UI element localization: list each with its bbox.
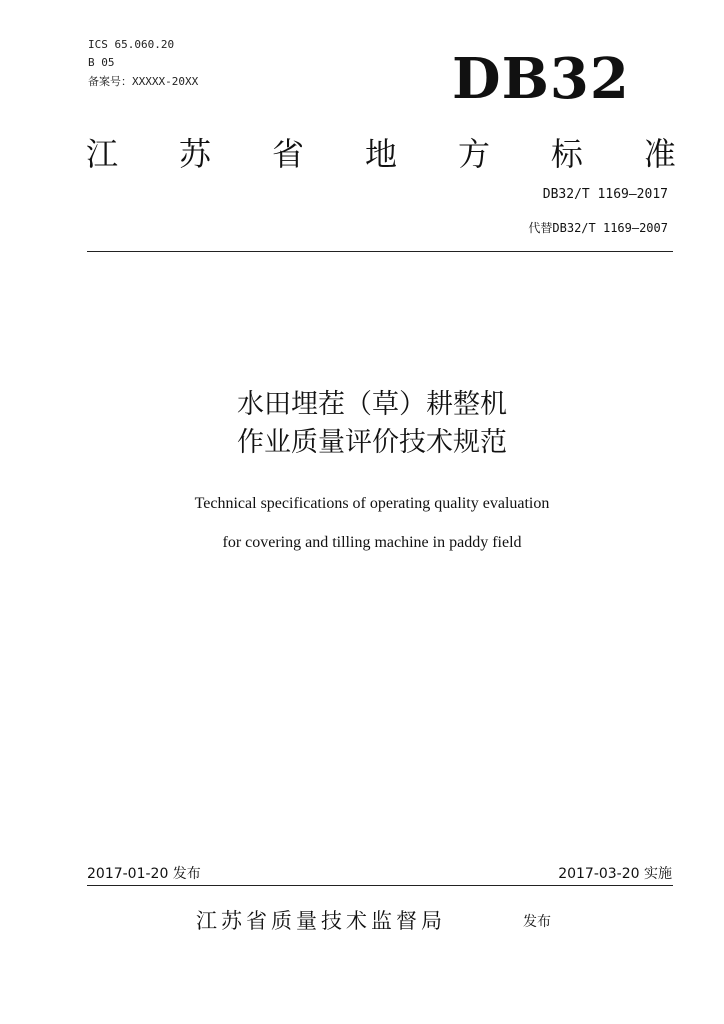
standard-type-char: 江 (86, 135, 119, 173)
standard-type-heading (86, 134, 676, 174)
standard-type-char: 准 (643, 135, 676, 173)
implementation-date: 2017-03-20 实施 (558, 866, 672, 882)
filing-number: 备案号：XXXXX-20XX (88, 75, 199, 88)
standard-type-char: 方 (457, 135, 490, 173)
issuing-authority: 江苏省质量技术监督局 (196, 909, 446, 933)
title-en-line2: for covering and tilling machine in paddy field (222, 534, 522, 551)
issuer-action: 发布 (523, 914, 551, 930)
standard-number: DB32/T 1169—2017 (542, 187, 668, 202)
standard-type-char: 苏 (178, 135, 211, 173)
title-cn-line1: 水田埋茬（草）耕整机 (237, 389, 507, 420)
issue-date: 2017-01-20 发布 (87, 866, 201, 882)
ics-code: ICS 65.060.20 (88, 38, 175, 51)
footer-divider (87, 885, 673, 886)
replaces-standard: 代替DB32/T 1169—2007 (528, 221, 668, 235)
db-code-logo: DB32 (452, 46, 630, 112)
header-divider (87, 251, 673, 252)
standard-type-char: 标 (550, 135, 583, 173)
ccs-code: B 05 (88, 56, 115, 69)
standard-type-char: 地 (364, 135, 397, 173)
title-cn-line2: 作业质量评价技术规范 (237, 427, 507, 458)
title-en-line1: Technical specifications of operating quality evaluation (194, 495, 550, 512)
standard-type-char: 省 (271, 135, 304, 173)
